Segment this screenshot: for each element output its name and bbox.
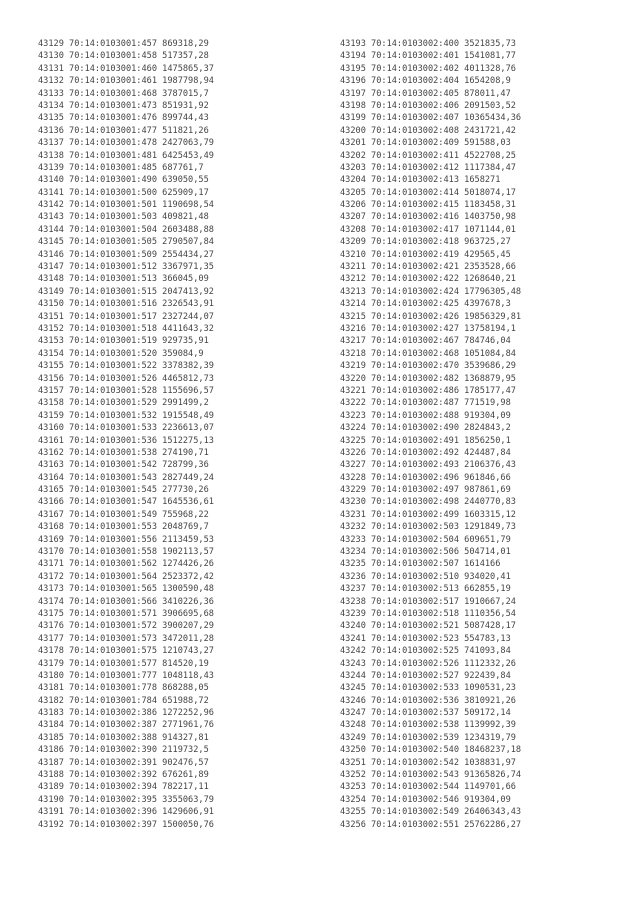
table-row: 43217 70:14:0103002:467 784746,04 xyxy=(340,336,511,347)
table-row: 43200 70:14:0103002:408 2431721,42 xyxy=(340,125,516,136)
right-column xyxy=(340,38,521,831)
table-row: 43181 70:14:0103001:778 868288,05 xyxy=(38,683,209,694)
table-row: 43171 70:14:0103001:562 1274426,26 xyxy=(38,559,214,570)
table-row: 43139 70:14:0103001:485 687761,7 xyxy=(38,162,204,173)
table-row: 43223 70:14:0103002:488 919304,09 xyxy=(340,410,511,421)
table-row: 43186 70:14:0103002:390 2119732,5 xyxy=(38,745,209,756)
table-row: 43192 70:14:0103002:397 1500050,76 xyxy=(38,819,214,830)
table-row: 43213 70:14:0103002:424 17796305,48 xyxy=(340,286,522,297)
table-row: 43228 70:14:0103002:496 961846,66 xyxy=(340,472,511,483)
table-row: 43207 70:14:0103002:416 1403750,98 xyxy=(340,212,516,223)
table-row: 43129 70:14:0103001:457 869318,29 xyxy=(38,39,209,49)
table-row: 43256 70:14:0103002:551 25762286,27 xyxy=(340,819,522,830)
table-row: 43136 70:14:0103001:477 511821,26 xyxy=(38,125,209,136)
table-row: 43193 70:14:0103002:400 3521835,73 xyxy=(340,39,516,49)
table-row: 43224 70:14:0103002:490 2824843,2 xyxy=(340,423,511,434)
table-row: 43225 70:14:0103002:491 1856250,1 xyxy=(340,435,511,446)
table-row: 43243 70:14:0103002:526 1112332,26 xyxy=(340,658,516,669)
table-row: 43166 70:14:0103001:547 1645536,61 xyxy=(38,497,214,508)
table-row: 43159 70:14:0103001:532 1915548,49 xyxy=(38,410,214,421)
table-row: 43173 70:14:0103001:565 1300590,48 xyxy=(38,584,214,595)
table-row: 43190 70:14:0103002:395 3355063,79 xyxy=(38,794,214,805)
table-row: 43137 70:14:0103001:478 2427063,79 xyxy=(38,138,214,149)
table-row: 43150 70:14:0103001:516 2326543,91 xyxy=(38,299,214,310)
table-row: 43135 70:14:0103001:476 899744,43 xyxy=(38,113,209,124)
table-row: 43218 70:14:0103002:468 1051084,84 xyxy=(340,348,516,359)
table-row: 43233 70:14:0103002:504 609651,79 xyxy=(340,534,511,545)
table-row: 43226 70:14:0103002:492 424487,84 xyxy=(340,447,511,458)
table-row: 43216 70:14:0103002:427 13758194,1 xyxy=(340,323,516,334)
table-row: 43143 70:14:0103001:503 409821,48 xyxy=(38,212,209,223)
table-row: 43174 70:14:0103001:566 3410226,36 xyxy=(38,596,214,607)
table-row: 43157 70:14:0103001:528 1155696,57 xyxy=(38,385,214,396)
table-row: 43183 70:14:0103002:386 1272252,96 xyxy=(38,708,214,719)
table-row: 43147 70:14:0103001:512 3367971,35 xyxy=(38,262,214,273)
table-row: 43165 70:14:0103001:545 277730,26 xyxy=(38,485,209,496)
table-row: 43145 70:14:0103001:505 2790507,84 xyxy=(38,237,214,248)
table-row: 43134 70:14:0103001:473 851931,92 xyxy=(38,100,209,111)
table-row: 43140 70:14:0103001:490 639050,55 xyxy=(38,175,209,186)
table-row: 43209 70:14:0103002:418 963725,27 xyxy=(340,237,511,248)
table-row: 43202 70:14:0103002:411 4522708,25 xyxy=(340,150,516,161)
table-row: 43197 70:14:0103002:405 878011,47 xyxy=(340,88,511,99)
table-row: 43239 70:14:0103002:518 1110356,54 xyxy=(340,608,516,619)
table-row: 43201 70:14:0103002:409 591588,03 xyxy=(340,138,511,149)
table-row: 43241 70:14:0103002:523 554783,13 xyxy=(340,633,511,644)
table-row: 43195 70:14:0103002:402 4011328,76 xyxy=(340,63,516,74)
table-row: 43222 70:14:0103002:487 771519,98 xyxy=(340,398,511,409)
table-row: 43162 70:14:0103001:538 274190,71 xyxy=(38,447,209,458)
table-row: 43253 70:14:0103002:544 1149701,66 xyxy=(340,782,516,793)
table-row: 43148 70:14:0103001:513 366045,09 xyxy=(38,274,209,285)
table-row: 43153 70:14:0103001:519 929735,91 xyxy=(38,336,209,347)
table-row: 43191 70:14:0103002:396 1429606,91 xyxy=(38,807,214,818)
table-row: 43210 70:14:0103002:419 429565,45 xyxy=(340,249,511,260)
table-row: 43237 70:14:0103002:513 662855,19 xyxy=(340,584,511,595)
table-row: 43245 70:14:0103002:533 1090531,23 xyxy=(340,683,516,694)
table-row: 43158 70:14:0103001:529 2991499,2 xyxy=(38,398,209,409)
table-row: 43252 70:14:0103002:543 91365826,74 xyxy=(340,770,522,781)
table-row: 43180 70:14:0103001:777 1048118,43 xyxy=(38,670,214,681)
table-row: 43178 70:14:0103001:575 1210743,27 xyxy=(38,646,214,657)
table-row: 43188 70:14:0103002:392 676261,89 xyxy=(38,770,209,781)
table-row: 43199 70:14:0103002:407 10365434,36 xyxy=(340,113,522,124)
table-row: 43176 70:14:0103001:572 3900207,29 xyxy=(38,621,214,632)
table-row: 43169 70:14:0103001:556 2113459,53 xyxy=(38,534,214,545)
table-row: 43249 70:14:0103002:539 1234319,79 xyxy=(340,732,516,743)
table-row: 43254 70:14:0103002:546 919304,09 xyxy=(340,794,511,805)
table-row: 43161 70:14:0103001:536 1512275,13 xyxy=(38,435,214,446)
table-row: 43184 70:14:0103002:387 2771961,76 xyxy=(38,720,214,731)
table-row: 43255 70:14:0103002:549 26406343,43 xyxy=(340,807,522,818)
table-row: 43152 70:14:0103001:518 4411643,32 xyxy=(38,323,214,334)
table-row: 43149 70:14:0103001:515 2047413,92 xyxy=(38,286,214,297)
table-row: 43215 70:14:0103002:426 19856329,81 xyxy=(340,311,522,322)
table-row: 43131 70:14:0103001:460 1475865,37 xyxy=(38,63,214,74)
table-row: 43151 70:14:0103001:517 2327244,07 xyxy=(38,311,214,322)
table-row: 43198 70:14:0103002:406 2091503,52 xyxy=(340,100,516,111)
table-row: 43220 70:14:0103002:482 1368879,95 xyxy=(340,373,516,384)
table-row: 43167 70:14:0103001:549 755968,22 xyxy=(38,509,209,520)
table-row: 43227 70:14:0103002:493 2106376,43 xyxy=(340,460,516,471)
table-row: 43236 70:14:0103002:510 934020,41 xyxy=(340,571,511,582)
table-row: 43194 70:14:0103002:401 1541081,77 xyxy=(340,51,516,62)
table-row: 43154 70:14:0103001:520 359084,9 xyxy=(38,348,204,359)
table-row: 43214 70:14:0103002:425 4397678,3 xyxy=(340,299,511,310)
table-row: 43179 70:14:0103001:577 814520,19 xyxy=(38,658,209,669)
table-row: 43130 70:14:0103001:458 517357,28 xyxy=(38,51,209,62)
table-row: 43146 70:14:0103001:509 2554434,27 xyxy=(38,249,214,260)
table-row: 43172 70:14:0103001:564 2523372,42 xyxy=(38,571,214,582)
table-row: 43248 70:14:0103002:538 1139992,39 xyxy=(340,720,516,731)
table-row: 43244 70:14:0103002:527 922439,84 xyxy=(340,670,511,681)
table-row: 43211 70:14:0103002:421 2353528,66 xyxy=(340,262,516,273)
table-row: 43187 70:14:0103002:391 902476,57 xyxy=(38,757,209,768)
table-row: 43250 70:14:0103002:540 18468237,18 xyxy=(340,745,522,756)
table-row: 43235 70:14:0103002:507 1614166 xyxy=(340,559,501,570)
table-row: 43221 70:14:0103002:486 1785177,47 xyxy=(340,385,516,396)
table-row: 43163 70:14:0103001:542 728799,36 xyxy=(38,460,209,471)
table-row: 43204 70:14:0103002:413 1658271 xyxy=(340,175,501,186)
table-row: 43238 70:14:0103002:517 1910667,24 xyxy=(340,596,516,607)
table-row: 43196 70:14:0103002:404 1654208,9 xyxy=(340,76,511,87)
table-row: 43203 70:14:0103002:412 1117384,47 xyxy=(340,162,516,173)
table-row: 43247 70:14:0103002:537 509172,14 xyxy=(340,708,511,719)
table-row: 43177 70:14:0103001:573 3472011,28 xyxy=(38,633,214,644)
table-row: 43133 70:14:0103001:468 3787015,7 xyxy=(38,88,209,99)
table-row: 43219 70:14:0103002:470 3539686,29 xyxy=(340,361,516,372)
table-row: 43155 70:14:0103001:522 3378382,39 xyxy=(38,361,214,372)
table-row: 43185 70:14:0103002:388 914327,81 xyxy=(38,732,209,743)
left-column xyxy=(38,38,214,831)
table-row: 43189 70:14:0103002:394 782217,11 xyxy=(38,782,209,793)
table-row: 43138 70:14:0103001:481 6425453,49 xyxy=(38,150,214,161)
table-row: 43230 70:14:0103002:498 2440770,83 xyxy=(340,497,516,508)
table-row: 43246 70:14:0103002:536 3810921,26 xyxy=(340,695,516,706)
table-row: 43205 70:14:0103002:414 5018074,17 xyxy=(340,187,516,198)
table-row: 43240 70:14:0103002:521 5087428,17 xyxy=(340,621,516,632)
table-row: 43156 70:14:0103001:526 4465812,73 xyxy=(38,373,214,384)
table-row: 43170 70:14:0103001:558 1902113,57 xyxy=(38,547,214,558)
table-row: 43142 70:14:0103001:501 1190698,54 xyxy=(38,200,214,211)
table-row: 43182 70:14:0103001:784 651988,72 xyxy=(38,695,209,706)
table-row: 43231 70:14:0103002:499 1603315,12 xyxy=(340,509,516,520)
table-row: 43208 70:14:0103002:417 1071144,01 xyxy=(340,224,516,235)
table-row: 43206 70:14:0103002:415 1183458,31 xyxy=(340,200,516,211)
table-row: 43141 70:14:0103001:500 625909,17 xyxy=(38,187,209,198)
table-row: 43132 70:14:0103001:461 1987798,94 xyxy=(38,76,214,87)
table-row: 43175 70:14:0103001:571 3906695,68 xyxy=(38,608,214,619)
table-row: 43212 70:14:0103002:422 1268640,21 xyxy=(340,274,516,285)
table-row: 43168 70:14:0103001:553 2048769,7 xyxy=(38,522,209,533)
table-row: 43229 70:14:0103002:497 987861,69 xyxy=(340,485,511,496)
table-row: 43144 70:14:0103001:504 2603488,88 xyxy=(38,224,214,235)
table-row: 43232 70:14:0103002:503 1291849,73 xyxy=(340,522,516,533)
table-row: 43164 70:14:0103001:543 2827449,24 xyxy=(38,472,214,483)
table-row: 43242 70:14:0103002:525 741093,84 xyxy=(340,646,511,657)
table-row: 43251 70:14:0103002:542 1038831,97 xyxy=(340,757,516,768)
table-row: 43234 70:14:0103002:506 504714,01 xyxy=(340,547,511,558)
table-row: 43160 70:14:0103001:533 2236613,07 xyxy=(38,423,214,434)
